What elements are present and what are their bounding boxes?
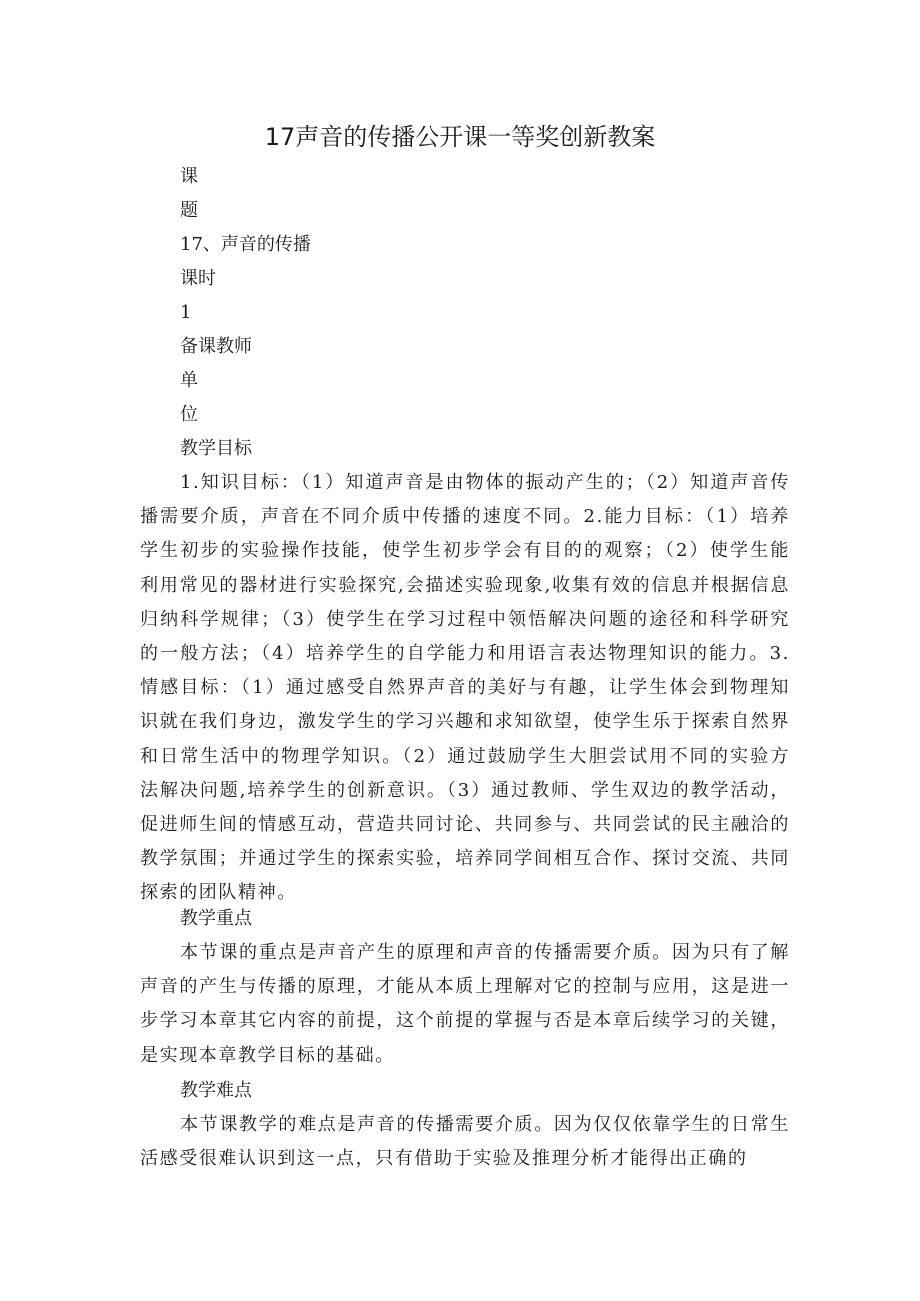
meta-line: 题 [180, 200, 198, 221]
focus-heading: 教学重点 [180, 908, 252, 929]
lesson-info-list [180, 160, 311, 432]
document-title: 17声音的传播公开课一等奖创新教案 [264, 123, 656, 151]
meta-line: 备课教师 [180, 336, 252, 357]
meta-line: 课时 [180, 268, 216, 289]
objectives-section [140, 432, 790, 911]
meta-line: 位 [180, 404, 198, 425]
objectives-heading: 教学目标 [180, 438, 252, 459]
focus-text: 本节课的重点是声音产生的原理和声音的传播需要介质。因为只有了解声音的产生与传播的原理，才能从本质上理解对它的控制与应用，这是进一步学习本章其它内容的前提，这个前提的掌握与否是本章后续学习的关键，是实现本章教学目标的基础。 [140, 942, 790, 1066]
meta-line: 1 [180, 302, 192, 323]
difficulty-text: 本节课教学的难点是声音的传播需要介质。因为仅仅依靠学生的日常生活感受很难认识到这一点，只有借助于实验及推理分析才能得出正确的 [140, 1114, 790, 1170]
difficulty-section [140, 1074, 790, 1176]
focus-section [140, 902, 790, 1073]
meta-line: 17、声音的传播 [180, 234, 311, 255]
meta-line: 课 [180, 166, 198, 187]
difficulty-heading: 教学难点 [180, 1080, 252, 1101]
objectives-text: 1.知识目标：（1）知道声音是由物体的振动产生的；（2）知道声音传播需要介质，声音在不同介质中传播的速度不同。2.能力目标：（1）培养学生初步的实验操作技能，使学生初步学会有目的的观察；（2）使学生能利用常见的器材进行实验探究,会描述实验现象,收集有效的信息并根据信息归纳科学规律；（3）使学生在学习过程中领悟解决问题的途径和科学研究的一般方法；（4）培养学生的自学能力和用语言表达物理知识的能力。3.情感目标：（1）通过感受自然界声音的美好与有趣，让学生体会到物理知识就在我们身边，激发学生的学习兴趣和求知欲望，使学生乐于探索自然界和日常生活中的物理学知识。（2）通过鼓励学生大胆尝试用不同的实验方法解决问题,培养学生的创新意识。（3）通过教师、学生双边的教学活动，促进师生间的情感互动，营造共同讨论、共同参与、共同尝试的民主融洽的教学氛围；并通过学生的探索实验，培养同学间相互合作、探讨交流、共同探索的团队精神。 [140, 472, 790, 904]
meta-line: 单 [180, 370, 198, 391]
